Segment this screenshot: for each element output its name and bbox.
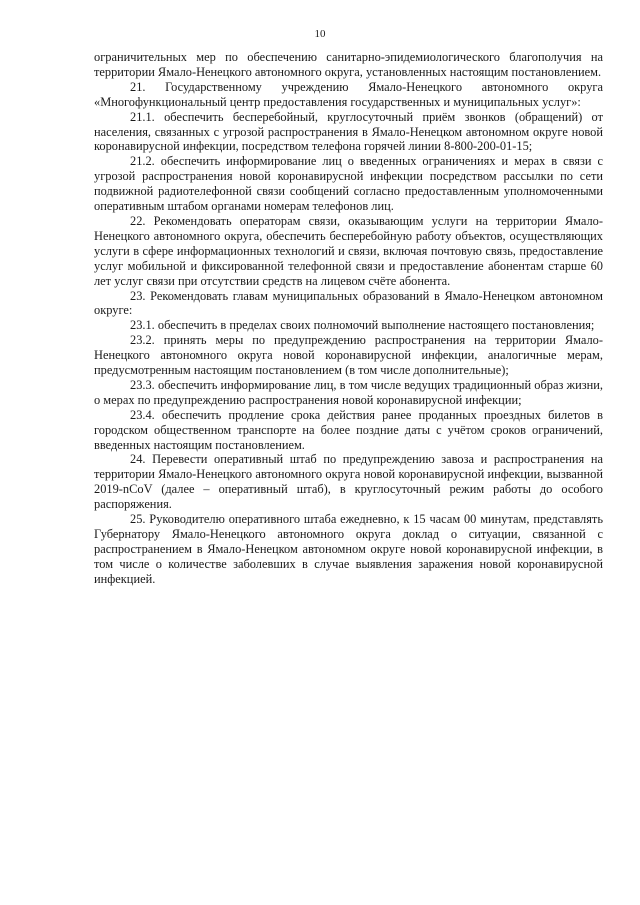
paragraph-item-23: 23. Рекомендовать главам муниципальных образований в Ямало-Ненецком автономном округе: [94, 288, 603, 318]
paragraph-item-23-1: 23.1. обеспечить в пределах своих полномочий выполнение настоящего постановления; [130, 318, 595, 333]
paragraph-item-25: 25. Руководителю оперативного штаба ежедневно, к 15 часам 00 минутам, представлять Губернатору Ямало-Ненецкого автономного округа доклад о ситуации, связанной с распространением в Ямало-Ненецком автономном округе новой коронавирусной инфекции, в том числе о количестве заболевших в случае выявления заражения новой коронавирусной инфекцией. [94, 512, 603, 586]
paragraph-item-23-3: 23.3. обеспечить информирование лиц, в том числе ведущих традиционный образ жизни, о мерах по предупреждению распространения новой коронавирусной инфекции; [94, 377, 603, 407]
document-body [94, 50, 603, 587]
paragraph-item-22: 22. Рекомендовать операторам связи, оказывающим услуги на территории Ямало-Ненецкого автономного округа, обеспечить бесперебойную работу объектов, осуществляющих услуги в сфере информационных технологий и связи, включая почтовую связь, предоставление услуг мобильной и фиксированной телефонной связи и предоставление абонентам старше 60 лет услуг связи при отсутствии средств на лицевом счёте абонента. [94, 213, 603, 288]
paragraph-item-23-4: 23.4. обеспечить продление срока действия ранее проданных проездных билетов в городском общественном транспорте на более поздние даты с учётом сроков ограничений, введенных настоящим постановлением. [94, 407, 603, 452]
paragraph-item-21: 21. Государственному учреждению Ямало-Ненецкого автономного округа «Многофункциональный центр предоставления государственных и муниципальных услуг»: [94, 79, 603, 109]
paragraph-continuation: ограничительных мер по обеспечению санитарно-эпидемиологического благополучия на территории Ямало-Ненецкого автономного округа, установленных настоящим постановлением. [94, 50, 603, 79]
page-number: 10 [314, 28, 326, 40]
paragraph-item-24: 24. Перевести оперативный штаб по предупреждению завоза и распространения на территории Ямало-Ненецкого автономного округа новой коронавирусной инфекции, вызванной 2019-nCoV (далее – оперативный штаб), в круглосуточный режим работы до особого распоряжения. [94, 452, 603, 512]
paragraph-item-21-2: 21.2. обеспечить информирование лиц о введенных ограничениях и мерах в связи с угрозой распространения новой коронавирусной инфекции посредством рассылки по сети подвижной радиотелефонной связи сообщений согласно предоставленным уполномоченными оперативным штабом органами номерам телефонов лиц. [94, 154, 603, 214]
paragraph-item-21-1: 21.1. обеспечить бесперебойный, круглосуточный приём звонков (обращений) от населения, связанных с угрозой распространения в Ямало-Ненецком автономном округе новой коронавирусной инфекции, посредством телефона горячей линии 8-800-200-01-15; [94, 109, 603, 154]
paragraph-item-23-2: 23.2. принять меры по предупреждению распространения на территории Ямало-Ненецкого автономного округа новой коронавирусной инфекции, аналогичные мерам, предусмотренным настоящим постановлением (в том числе дополнительные); [94, 333, 603, 378]
